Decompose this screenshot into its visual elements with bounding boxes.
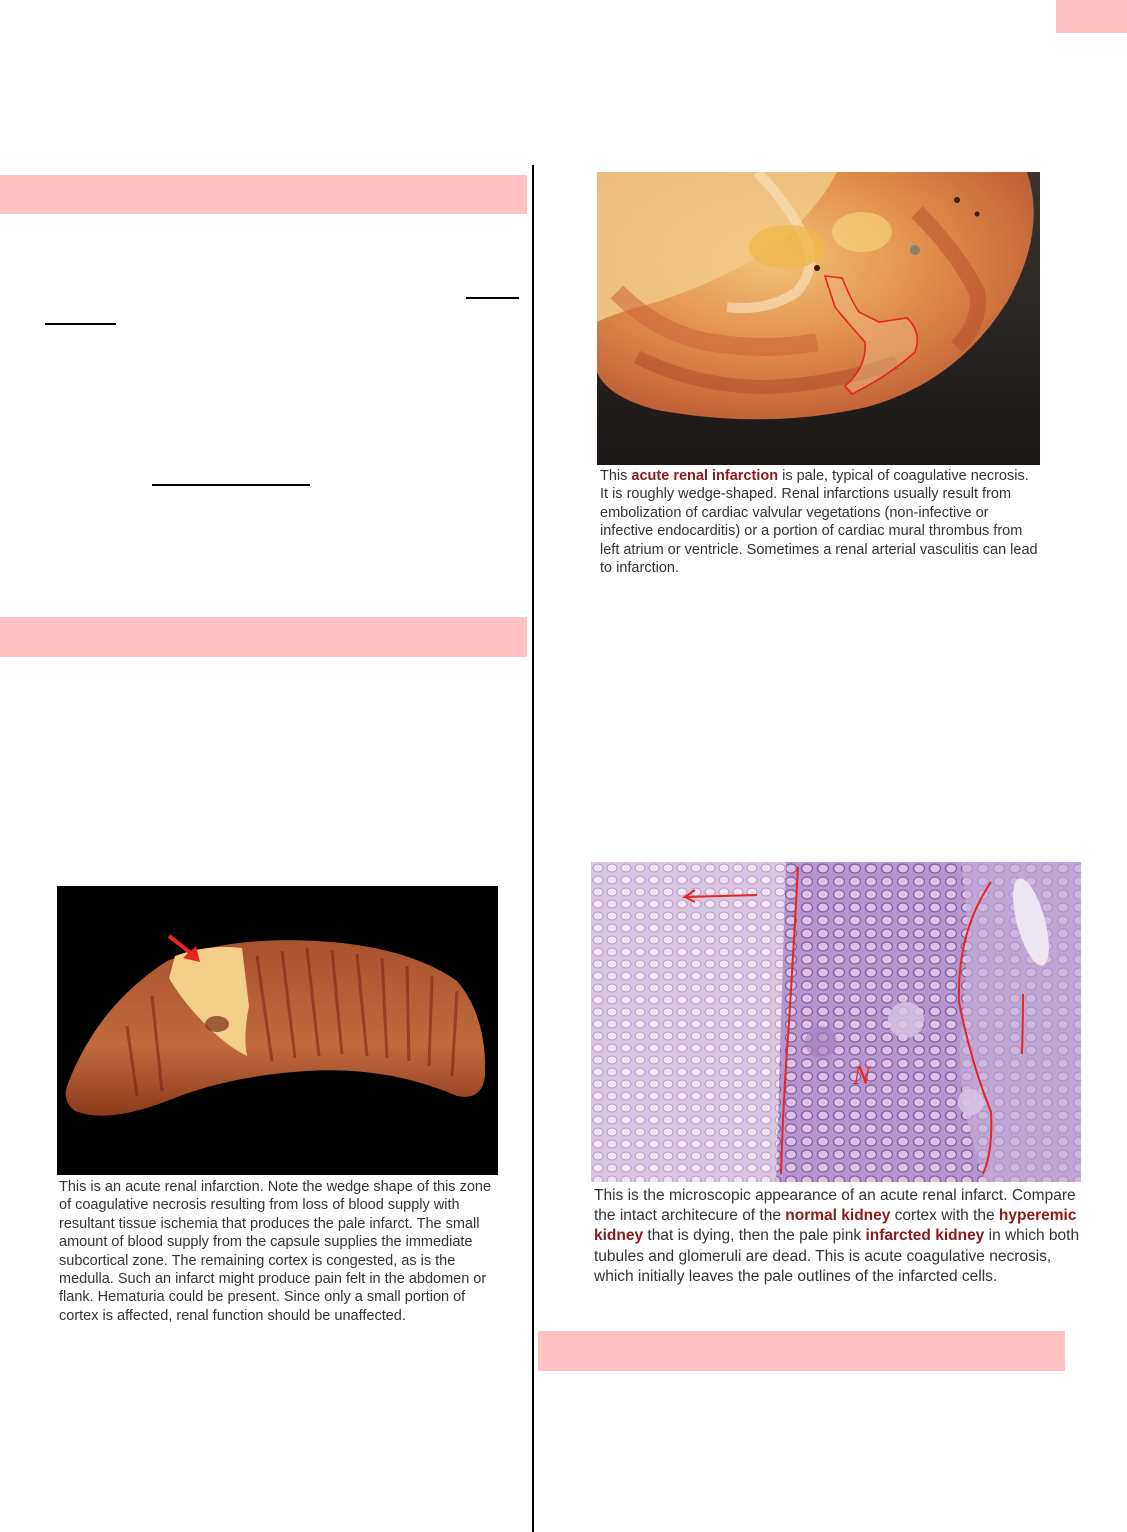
section-header-bar-2 bbox=[0, 617, 527, 657]
section-header-bar-3 bbox=[538, 1331, 1065, 1371]
highlight-hyperemic-kidney: hyperemic kidney bbox=[594, 1207, 1077, 1245]
micro-caption: This is the microscopic appearance of an acute renal infarct. Compare the intact architecure of the normal kidney cortex with the hyperemic kidney that is dying, then the pale pink infarcted kidney in which both tubules and glomeruli are dead. This is acute coagulative necrosis, which initially leaves the pale outlines of the infarcted cells. bbox=[594, 1187, 1080, 1285]
gross-top-caption: This acute renal infarction is pale, typical of coagulative necrosis. It is roughly wedge-shaped. Renal infarctions usually result from embolization of cardiac valvular vegetations (non-infective or infective endocarditis) or a portion of cardiac mural thrombus from left atrium or ventricle. Sometimes a renal arterial vasculitis can lead to infarction. bbox=[600, 468, 1038, 577]
column-divider bbox=[532, 165, 534, 1532]
section-header-bar-1 bbox=[0, 175, 527, 214]
caption-highlight: acute renal infarction bbox=[631, 468, 779, 484]
page-corner-tab bbox=[1056, 0, 1127, 33]
gross-left-caption: This is an acute renal infarction. Note the wedge shape of this zone of coagulative necrosis resulting from loss of blood supply with resultant tissue ischemia that produces the pale infarct. The small amount of blood supply from the capsule supplies the immediate subcortical zone. The remaining cortex is congested, as is the medulla. Such an infarct might produce pain felt in the abdomen or flank. Hematuria could be present. Since only a small portion of cortex is affected, renal function should be unaffected. bbox=[59, 1179, 492, 1324]
underline-mark-2 bbox=[45, 323, 116, 325]
gross-kidney-photo-top bbox=[597, 172, 1040, 465]
gross-kidney-photo-left bbox=[57, 886, 498, 1175]
underline-mark-3 bbox=[152, 484, 310, 486]
micro-kidney-photo bbox=[591, 862, 1081, 1182]
micro-annotation-letter: N bbox=[853, 1061, 871, 1090]
micro-kidney-illustration bbox=[591, 862, 1081, 1182]
gross-kidney-illustration bbox=[597, 172, 1040, 465]
kidney-wedge-illustration bbox=[57, 886, 498, 1175]
highlight-normal-kidney: normal kidney bbox=[785, 1207, 891, 1225]
highlight-infarcted-kidney: infarcted kidney bbox=[865, 1227, 985, 1245]
underline-mark-1 bbox=[466, 297, 519, 299]
